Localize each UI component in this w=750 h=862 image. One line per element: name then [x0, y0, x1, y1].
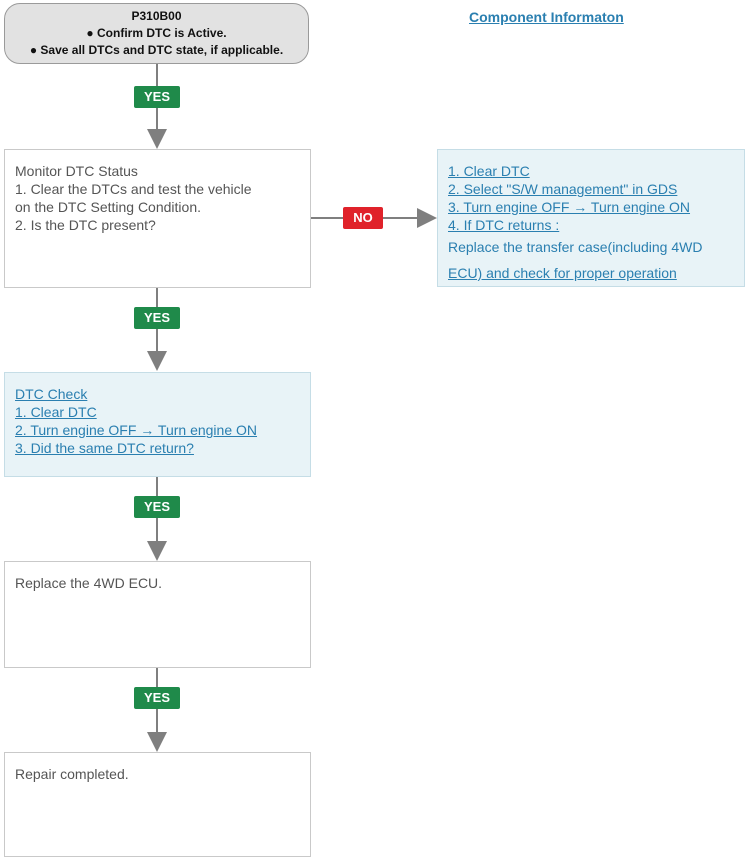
dtc-check-box	[4, 372, 311, 477]
no-step-if-dtc-returns[interactable]: 4. If DTC returns :	[448, 217, 560, 233]
arrow-down-icon	[147, 732, 167, 752]
dtc-check-same-dtc[interactable]: 3. Did the same DTC return?	[15, 440, 194, 456]
yes-badge: YES	[134, 86, 180, 108]
replace-ecu-box	[4, 561, 311, 668]
monitor-dtc-status-box	[4, 149, 311, 288]
no-step-proper-operation[interactable]: ECU) and check for proper operation	[448, 265, 677, 281]
start-node	[4, 3, 309, 64]
repair-completed-box	[4, 752, 311, 857]
repair-completed-text: Repair completed.	[15, 766, 129, 782]
arrow-down-icon	[147, 351, 167, 371]
component-information-link[interactable]: Component Informaton	[469, 9, 624, 25]
start-line-save: ● Save all DTCs and DTC state, if applicable.	[29, 43, 284, 57]
arrow-down-icon	[147, 541, 167, 561]
dtc-check-clear-dtc[interactable]: 1. Clear DTC	[15, 404, 97, 420]
no-branch-box	[437, 149, 745, 287]
monitor-title: Monitor DTC Status	[15, 163, 138, 179]
monitor-step-1-cont: on the DTC Setting Condition.	[15, 199, 201, 215]
yes-badge: YES	[134, 496, 180, 518]
start-line-confirm: ● Confirm DTC is Active.	[86, 26, 227, 40]
no-badge: NO	[343, 207, 383, 229]
no-step-clear-dtc[interactable]: 1. Clear DTC	[448, 163, 530, 179]
dtc-check-engine-cycle[interactable]: 2. Turn engine OFF → Turn engine ON	[15, 422, 258, 438]
yes-badge: YES	[134, 687, 180, 709]
monitor-step-2: 2. Is the DTC present?	[15, 217, 156, 233]
yes-badge: YES	[134, 307, 180, 329]
arrow-down-icon	[147, 129, 167, 149]
no-step-sw-management[interactable]: 2. Select "S/W management" in GDS	[448, 181, 678, 197]
arrow-right-icon	[417, 208, 437, 228]
no-step-replace-transfer-case: Replace the transfer case(including 4WD	[448, 239, 703, 255]
dtc-code: P310B00	[131, 9, 182, 23]
no-step-engine-cycle[interactable]: 3. Turn engine OFF → Turn engine ON	[448, 199, 691, 215]
replace-ecu-text: Replace the 4WD ECU.	[15, 575, 163, 591]
dtc-check-title[interactable]: DTC Check	[15, 386, 88, 402]
monitor-step-1: 1. Clear the DTCs and test the vehicle	[15, 181, 252, 197]
